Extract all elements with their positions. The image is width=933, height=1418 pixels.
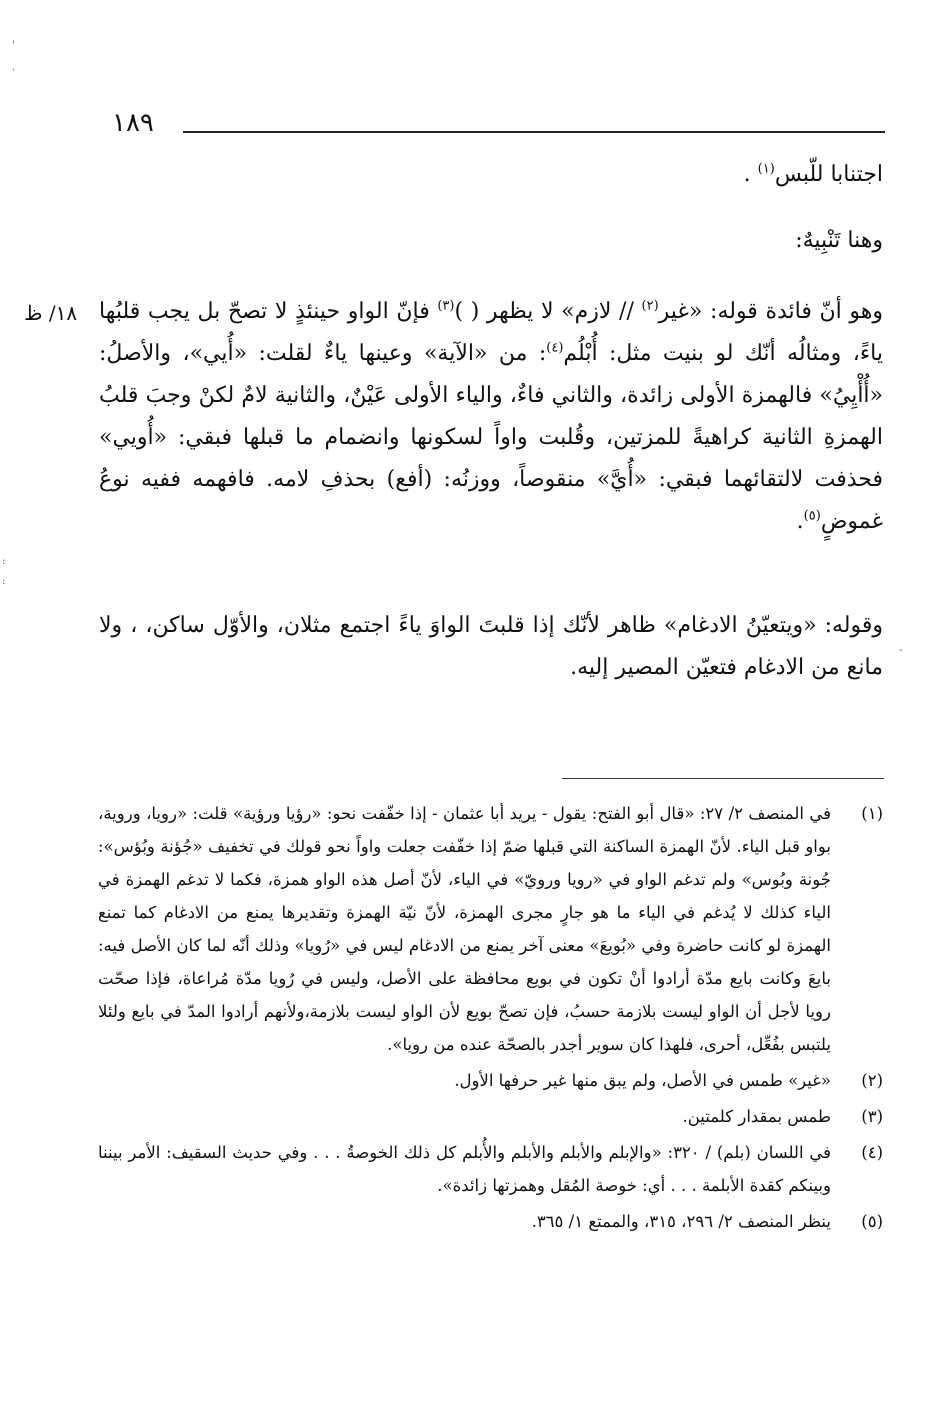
footnote-ref-3: (٣) — [437, 298, 455, 314]
footnote-number: (٥) — [861, 1212, 883, 1231]
margin-note: ١٨/ ظ — [24, 301, 78, 325]
footnote-text: طمس بمقدار كلمتين. — [682, 1107, 831, 1126]
footnote-item — [98, 1205, 883, 1238]
footnote-text: ينظر المنصف ٢/ ٢٩٦، ٣١٥، والممتع ١/ ٣٦٥. — [531, 1212, 831, 1231]
body-text: فإنّ الواو حينئذٍ لا تصحّ بل يجب قلبُها ياءً، ومثالُه أنّك لو بنيت مثل: أُبْلُم — [99, 299, 883, 366]
body-text: . — [796, 509, 804, 534]
body-line-2: وهنا تَنْبِيهٌ: — [795, 228, 883, 253]
footnote-separator — [562, 778, 884, 779]
footnote-number: (٤) — [861, 1143, 883, 1162]
body-text: // لازم» لا يظهر ( ) — [454, 299, 642, 324]
footnote-number: (٢) — [861, 1071, 883, 1090]
footnote-ref-2: (٢) — [641, 298, 659, 314]
paragraph-2: وقوله: «ويتعيّنُ الادغام» ظاهر لأنّك إذا قلبتَ الواوَ ياءً اجتمع مثلان، والأوّل ساكن، ، ولا مانع من الادغام فتعيّن المصير إليه. — [99, 613, 883, 680]
edge-mark: : — [2, 576, 6, 587]
edge-mark: - — [899, 645, 903, 656]
footnote-item — [98, 1100, 883, 1133]
body-text: : من «الآية» وعينها ياءٌ لقلت: «أُيي»، والأصلُ: «أُأْيِيُ» فالهمزة الأولى زائدة، والثاني فاءٌ، والياء الأولى عَيْنٌ، والثانية لامٌ لكنْ وجبَ قلبُ الهمزةِ الثانية كراهيةً للمزتين، وقُلبت واواً لسكونها وانضمام ما قبلها فبقي: «أُويي» فحذفت لالتقائهما فبقي: «أُيَّ» منقوصاً، ووزنُه: (أفع) بحذفِ لامه. فافهمه ففيه نوعُ غموضٍ — [99, 341, 883, 534]
footnote-number: (١) — [861, 804, 883, 823]
body-text: اجتنابا للّبس — [774, 162, 883, 187]
footnote-text: «غير» طمس في الأصل، ولم يبق منها غير حرفها الأول. — [454, 1071, 831, 1090]
footnote-text: في المنصف ٢/ ٢٧: «قال أبو الفتح: يقول - يريد أبا عثمان - إذا خفّفت نحو: «رؤيا ورؤية» قلت: «رويا، وروية، بواو قبل الياء. لأنّ الهمزة الساكنة التي قبلها ضمّ إذا خفّفت جعلت واواً نحو قولك في تخفيف «جُؤنة وبُؤس»: جُونة وبُوس» ولم تدغم الواو في «رويا ورويّ» في الياء، لأنّ أصل هذه الواو همزة، فكما لا تدغم الهمزة في الياء كذلك لا يُدغم في الياء ما هو جارٍ مجرى الهمزة، لأنّ نيّة الهمزة وتقديرها يمنع من الادغام كما تمنع الهمزة لو كانت حاضرة وفي «بُويعَ» معنى آخر يمنع من الادغام ليس في «رُويا» وذلك أنّه لما كان الأصل فيه: بايعَ وكانت بايع مدّة أرادوا أنْ تكون في بويع محافظة على الأصل، وليس في رُويا مدّة مُراعاة، فإذا صحّت رويا لأجل أن الواو ليست بلازمة حسبُ، فإن تصحّ بويع لأن الواو ليست بلازمة،ولأنهم أرادوا المدّ في بايع ولئلا يلتبس بفُعِّل، أحرى، فلهذا كان سوير أجدر بالصحّة عنده من رويا». — [98, 804, 831, 1054]
body-line-1 — [99, 154, 883, 196]
footnotes — [98, 797, 883, 1238]
footnote-text: في اللسان (بلم) / ٣٢٠: «والإبلم والأبلم والأبلم والأُبلم كل ذلك الخوصةُ . . . وفي حديث السقيف: الأمر بيننا وبينكم كقدة الأبلمة . . . أي: خوصة المُقل وهمزتها زائدة». — [98, 1143, 831, 1195]
footnote-ref-4: (٤) — [546, 340, 564, 356]
footnote-item — [98, 1064, 883, 1097]
body-text: وهو أنّ فائدة قوله: «غير — [658, 299, 883, 324]
edge-mark: : — [2, 556, 6, 567]
page-number: ١٨٩ — [112, 108, 154, 138]
footnote-ref-1: (١) — [757, 161, 775, 177]
edge-mark: ' — [12, 40, 15, 51]
footnote-item — [98, 797, 883, 1061]
paragraph-1 — [99, 291, 883, 543]
body-text: . — [743, 162, 758, 187]
footnote-item — [98, 1136, 883, 1202]
footnote-ref-5: (٥) — [803, 508, 821, 524]
edge-mark: ۥ — [12, 65, 15, 76]
header-rule — [183, 131, 885, 133]
footnote-number: (٣) — [861, 1107, 883, 1126]
